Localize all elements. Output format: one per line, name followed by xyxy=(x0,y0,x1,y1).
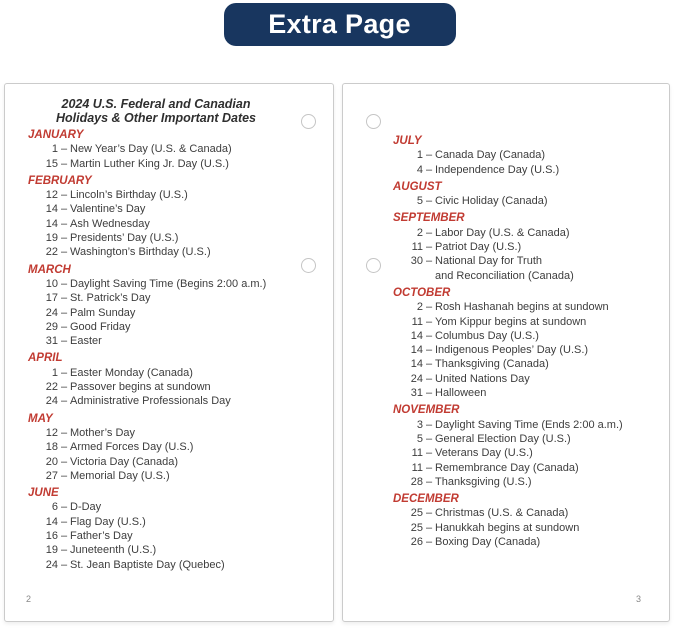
dash-separator: – xyxy=(425,387,433,400)
holiday-name: Veterans Day (U.S.) xyxy=(435,447,533,460)
dash-separator: – xyxy=(425,149,433,162)
month-section xyxy=(393,286,663,400)
month-heading: APRIL xyxy=(28,352,63,365)
holiday-name: Memorial Day (U.S.) xyxy=(70,469,170,482)
dash-separator: – xyxy=(425,255,433,268)
dash-separator: – xyxy=(60,217,68,230)
holiday-date: 24 xyxy=(45,558,58,571)
holiday-date: 14 xyxy=(45,217,58,230)
holiday-date: 27 xyxy=(45,469,58,482)
holiday-entry xyxy=(393,254,663,268)
holiday-entry xyxy=(28,455,327,469)
dash-separator: – xyxy=(425,418,433,431)
holiday-name: Canada Day (Canada) xyxy=(435,149,546,162)
holiday-date: 20 xyxy=(45,455,58,468)
page-title-line-2: Holidays & Other Important Dates xyxy=(55,111,257,125)
dash-separator: – xyxy=(60,246,68,259)
holiday-date: 1 xyxy=(51,366,58,379)
holiday-date: 22 xyxy=(45,246,58,259)
dash-separator: – xyxy=(60,515,68,528)
holiday-entry xyxy=(393,446,663,460)
holiday-name: Daylight Saving Time (Begins 2:00 a.m.) xyxy=(70,277,267,290)
dash-separator: – xyxy=(60,469,68,482)
holiday-name: and Reconciliation (Canada) xyxy=(435,269,574,282)
month-heading: MARCH xyxy=(28,263,71,276)
holiday-name: Presidents’ Day (U.S.) xyxy=(70,232,179,245)
holiday-date: 14 xyxy=(45,515,58,528)
dash-separator: – xyxy=(60,426,68,439)
holiday-entry xyxy=(28,202,327,216)
holiday-name: Flag Day (U.S.) xyxy=(70,515,146,528)
holiday-name: Juneteenth (U.S.) xyxy=(70,544,157,557)
dash-separator: – xyxy=(60,189,68,202)
dash-separator: – xyxy=(60,544,68,557)
holiday-name: Mother’s Day xyxy=(70,426,136,439)
holiday-date: 10 xyxy=(45,277,58,290)
page-number: 2 xyxy=(26,594,32,604)
holiday-entry xyxy=(393,329,663,343)
holiday-date: 29 xyxy=(45,320,58,333)
holiday-date: 12 xyxy=(45,189,58,202)
holiday-entry xyxy=(28,440,327,454)
month-heading: MAY xyxy=(28,412,53,425)
dash-separator: – xyxy=(60,277,68,290)
holiday-name: United Nations Day xyxy=(435,372,530,385)
holiday-name: Victoria Day (Canada) xyxy=(70,455,179,468)
holiday-entry xyxy=(393,535,663,549)
holiday-entry xyxy=(28,529,327,543)
dash-separator: – xyxy=(425,432,433,445)
holiday-date xyxy=(393,269,423,283)
holiday-date: 30 xyxy=(410,255,423,268)
holiday-name: Independence Day (U.S.) xyxy=(435,163,560,176)
holiday-name: Easter Monday (Canada) xyxy=(70,366,193,379)
month-heading: SEPTEMBER xyxy=(393,212,465,225)
dash-separator: – xyxy=(425,461,433,474)
month-list xyxy=(343,84,669,549)
holiday-name: Passover begins at sundown xyxy=(70,381,211,394)
holiday-entry xyxy=(393,432,663,446)
holiday-name: Ash Wednesday xyxy=(70,217,150,230)
month-heading: OCTOBER xyxy=(393,286,451,299)
holiday-entry xyxy=(28,306,327,320)
holiday-entry xyxy=(393,357,663,371)
dash-separator: – xyxy=(425,536,433,549)
month-heading: AUGUST xyxy=(393,180,442,193)
extra-page-badge-label: Extra Page xyxy=(268,9,411,39)
dash-separator: – xyxy=(60,530,68,543)
holiday-name: D-Day xyxy=(70,501,102,514)
dash-separator: – xyxy=(60,320,68,333)
holiday-name: Lincoln’s Birthday (U.S.) xyxy=(70,189,188,202)
month-section xyxy=(393,134,663,177)
holiday-date: 22 xyxy=(45,381,58,394)
holiday-entry xyxy=(28,334,327,348)
holiday-entry xyxy=(393,315,663,329)
holiday-date: 6 xyxy=(51,501,58,514)
holiday-name: General Election Day (U.S.) xyxy=(435,432,571,445)
holiday-name: Armed Forces Day (U.S.) xyxy=(70,441,194,454)
page-number: 3 xyxy=(635,594,641,604)
month-section xyxy=(28,412,327,483)
holiday-entry xyxy=(28,500,327,514)
holiday-date: 14 xyxy=(410,358,423,371)
holiday-date: 1 xyxy=(416,149,423,162)
holiday-date: 25 xyxy=(410,507,423,520)
holiday-date: 12 xyxy=(45,426,58,439)
holiday-entry xyxy=(393,506,663,520)
dash-separator: – xyxy=(60,292,68,305)
holiday-name: Patriot Day (U.S.) xyxy=(435,241,522,254)
dash-separator: – xyxy=(60,366,68,379)
dash-separator: – xyxy=(60,306,68,319)
dash-separator: – xyxy=(60,232,68,245)
holiday-entry xyxy=(28,188,327,202)
calendar-page-left xyxy=(4,83,334,622)
holiday-entry xyxy=(393,461,663,475)
binder-hole xyxy=(301,258,316,273)
holiday-date: 11 xyxy=(411,447,423,460)
holiday-entry xyxy=(393,475,663,489)
holiday-entry-continuation xyxy=(393,269,663,283)
month-heading: JULY xyxy=(393,135,422,147)
holiday-entry xyxy=(28,142,327,156)
holiday-name: St. Jean Baptiste Day (Quebec) xyxy=(70,558,225,571)
binder-hole xyxy=(366,258,381,273)
holiday-name: Halloween xyxy=(435,387,487,400)
dash-separator: – xyxy=(60,395,68,408)
dash-separator: – xyxy=(60,441,68,454)
dash-separator: – xyxy=(60,157,68,170)
holiday-entry xyxy=(393,148,663,162)
dash-separator: – xyxy=(60,203,68,216)
holiday-name: Boxing Day (Canada) xyxy=(435,536,541,549)
holiday-date: 15 xyxy=(45,157,58,170)
holiday-name: Hanukkah begins at sundown xyxy=(435,521,580,534)
page-title xyxy=(5,97,333,125)
holiday-date: 14 xyxy=(410,329,423,342)
holiday-entry xyxy=(28,217,327,231)
holiday-name: Civic Holiday (Canada) xyxy=(435,195,548,208)
dash-separator: – xyxy=(425,344,433,357)
binder-hole xyxy=(301,114,316,129)
dash-separator: – xyxy=(60,455,68,468)
extra-page-badge xyxy=(224,3,456,46)
holiday-date: 19 xyxy=(45,544,58,557)
holiday-entry xyxy=(393,386,663,400)
holiday-date: 19 xyxy=(45,232,58,245)
month-section xyxy=(28,263,327,349)
holiday-entry xyxy=(28,469,327,483)
holiday-date: 31 xyxy=(410,387,423,400)
holiday-name: Palm Sunday xyxy=(70,306,136,319)
holiday-name: Yom Kippur begins at sundown xyxy=(435,315,587,328)
holiday-date: 5 xyxy=(416,432,423,445)
calendar-page-right xyxy=(342,83,670,622)
holiday-entry xyxy=(393,226,663,240)
holiday-name: New Year’s Day (U.S. & Canada) xyxy=(70,143,232,156)
dash-separator: – xyxy=(425,447,433,460)
holiday-name: Daylight Saving Time (Ends 2:00 a.m.) xyxy=(435,418,623,431)
holiday-entry xyxy=(28,394,327,408)
month-section xyxy=(393,180,663,209)
dash-separator: – xyxy=(425,195,433,208)
holiday-date: 2 xyxy=(416,301,423,314)
month-list xyxy=(5,128,333,572)
holiday-entry xyxy=(28,157,327,171)
holiday-date: 14 xyxy=(410,344,423,357)
holiday-date: 17 xyxy=(45,292,58,305)
holiday-entry xyxy=(28,366,327,380)
holiday-entry xyxy=(28,231,327,245)
holiday-name: Columbus Day (U.S.) xyxy=(435,329,539,342)
dash-separator: – xyxy=(60,143,68,156)
holiday-entry xyxy=(28,515,327,529)
holiday-date: 11 xyxy=(411,241,423,254)
holiday-date: 24 xyxy=(45,306,58,319)
holiday-name: Father’s Day xyxy=(70,530,133,543)
page-title-line-1: 2024 U.S. Federal and Canadian xyxy=(61,97,251,111)
holiday-entry xyxy=(28,426,327,440)
holiday-entry xyxy=(28,380,327,394)
month-heading: JANUARY xyxy=(28,129,84,141)
dash-separator: – xyxy=(60,335,68,348)
month-section xyxy=(28,351,327,408)
dash-separator: – xyxy=(60,501,68,514)
dash-separator: – xyxy=(425,507,433,520)
holiday-date: 26 xyxy=(410,536,423,549)
holiday-entry xyxy=(28,291,327,305)
holiday-name: Thanksgiving (U.S.) xyxy=(435,475,532,488)
dash-separator: – xyxy=(425,475,433,488)
month-section xyxy=(28,486,327,572)
month-heading: FEBRUARY xyxy=(28,174,92,187)
dash-separator: – xyxy=(425,301,433,314)
holiday-date: 24 xyxy=(45,395,58,408)
dash-separator: – xyxy=(425,241,433,254)
holiday-entry xyxy=(28,245,327,259)
holiday-entry xyxy=(393,300,663,314)
dash-separator: – xyxy=(425,329,433,342)
dash-separator xyxy=(423,269,435,283)
holiday-date: 18 xyxy=(45,441,58,454)
dash-separator: – xyxy=(60,558,68,571)
dash-separator: – xyxy=(425,521,433,534)
holiday-entry xyxy=(393,163,663,177)
dash-separator: – xyxy=(425,226,433,239)
dash-separator: – xyxy=(60,381,68,394)
month-section xyxy=(393,211,663,282)
holiday-name: National Day for Truth xyxy=(435,255,542,268)
month-section xyxy=(393,403,663,489)
holiday-date: 11 xyxy=(411,315,423,328)
holiday-date: 31 xyxy=(45,335,58,348)
holiday-date: 1 xyxy=(51,143,58,156)
month-heading: NOVEMBER xyxy=(393,404,460,417)
dash-separator: – xyxy=(425,163,433,176)
holiday-entry xyxy=(28,558,327,572)
holiday-date: 11 xyxy=(411,461,423,474)
holiday-name: Washington’s Birthday (U.S.) xyxy=(70,246,211,259)
holiday-date: 4 xyxy=(416,163,423,176)
holiday-entry xyxy=(393,194,663,208)
holiday-entry xyxy=(393,418,663,432)
holiday-entry xyxy=(393,372,663,386)
month-section xyxy=(28,128,327,171)
holiday-date: 2 xyxy=(416,226,423,239)
dash-separator: – xyxy=(425,315,433,328)
holiday-date: 16 xyxy=(45,530,58,543)
holiday-date: 25 xyxy=(410,521,423,534)
holiday-name: St. Patrick’s Day xyxy=(70,292,151,305)
holiday-date: 24 xyxy=(410,372,423,385)
holiday-date: 5 xyxy=(416,195,423,208)
holiday-entry xyxy=(393,521,663,535)
holiday-name: Thanksgiving (Canada) xyxy=(435,358,549,371)
holiday-name: Indigenous Peoples’ Day (U.S.) xyxy=(435,344,589,357)
holiday-name: Rosh Hashanah begins at sundown xyxy=(435,301,609,314)
holiday-name: Martin Luther King Jr. Day (U.S.) xyxy=(70,157,229,170)
binder-hole xyxy=(366,114,381,129)
holiday-name: Administrative Professionals Day xyxy=(70,395,231,408)
holiday-name: Good Friday xyxy=(70,320,131,333)
dash-separator: – xyxy=(425,372,433,385)
month-section xyxy=(28,174,327,260)
holiday-entry xyxy=(28,543,327,557)
holiday-date: 14 xyxy=(45,203,58,216)
month-section xyxy=(393,492,663,549)
holiday-entry xyxy=(28,320,327,334)
holiday-name: Labor Day (U.S. & Canada) xyxy=(435,226,570,239)
holiday-name: Remembrance Day (Canada) xyxy=(435,461,579,474)
dash-separator: – xyxy=(425,358,433,371)
holiday-name: Christmas (U.S. & Canada) xyxy=(435,507,569,520)
month-heading: JUNE xyxy=(28,487,59,500)
holiday-name: Valentine’s Day xyxy=(70,203,146,216)
holiday-date: 28 xyxy=(410,475,423,488)
holiday-entry xyxy=(393,343,663,357)
holiday-entry xyxy=(393,240,663,254)
month-heading: DECEMBER xyxy=(393,493,459,506)
holiday-name: Easter xyxy=(70,335,102,348)
holiday-entry xyxy=(28,277,327,291)
holiday-date: 3 xyxy=(416,418,423,431)
